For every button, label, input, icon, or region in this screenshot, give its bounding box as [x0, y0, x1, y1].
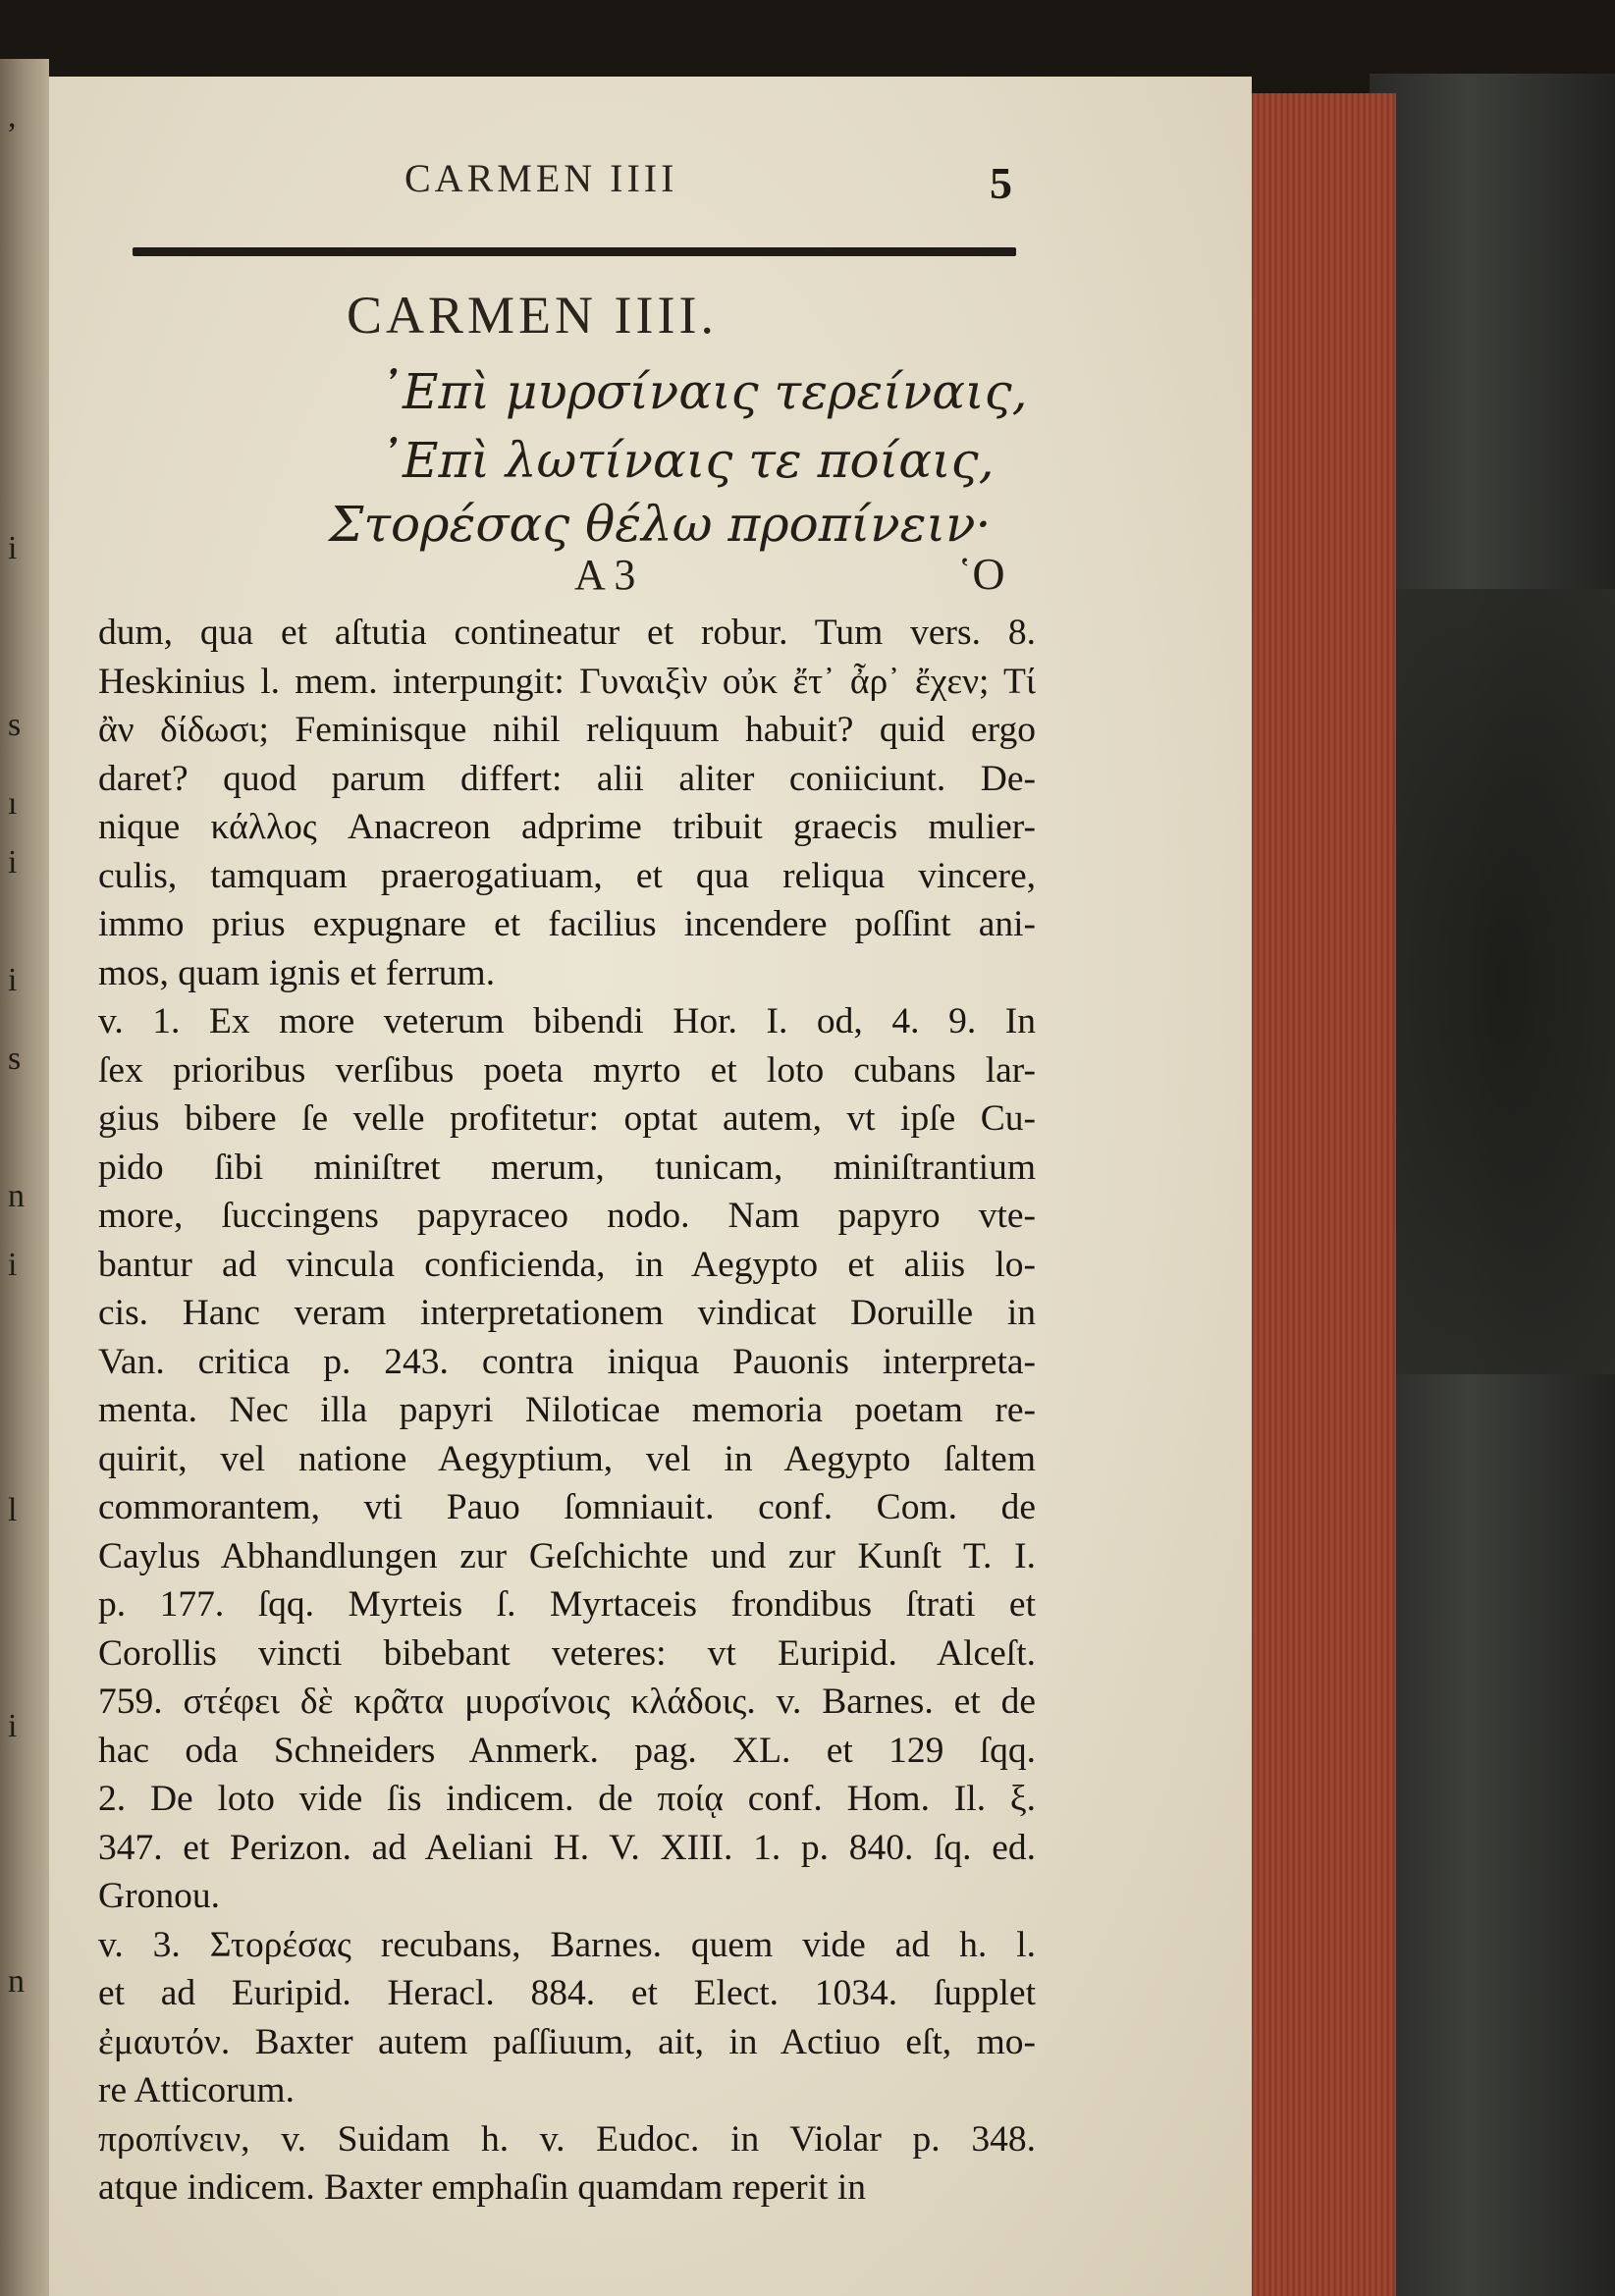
- text-line: re Atticorum.: [98, 2070, 295, 2110]
- text-line: cis. Hanc veram interpretationem vindicat Doruille in: [98, 1293, 1036, 1333]
- text-line: atque indicem. Baxter emphaſin quamdam reperit in: [98, 2167, 867, 2208]
- text-line: ἐμαυτόν. Baxter autem paſſiuum, ait, in Actiuo eſt, mo-: [98, 2021, 1036, 2062]
- text-line: quirit, vel natione Aegyptium, vel in Aegypto ſaltem: [98, 1438, 1036, 1479]
- cover-shadow: [1384, 589, 1615, 1374]
- text-line: nique κάλλος Anacreon adprime tribuit graecis mulier-: [98, 807, 1036, 847]
- margin-mark: s: [8, 707, 22, 743]
- running-head: CARMEN IIII: [404, 156, 678, 200]
- text-line: menta. Nec illa papyri Niloticae memoria poetam re-: [98, 1390, 1036, 1430]
- text-line: Corollis vincti bibebant veteres: vt Euripid. Alceſt.: [98, 1632, 1036, 1674]
- page-fore-edge: [1239, 93, 1396, 2296]
- margin-mark: n: [8, 1178, 25, 1214]
- text-line: ἂν δίδωσι; Feminisque nihil reliquum habuit? quid ergo: [98, 710, 1036, 750]
- text-line: mos, quam ignis et ferrum.: [98, 952, 496, 993]
- margin-mark: ,: [8, 98, 17, 134]
- poem-title: CARMEN IIII.: [347, 286, 718, 345]
- text-line: v. 3. Στορέσας recubans, Barnes. quem vide ad h. l.: [98, 1924, 1036, 1965]
- margin-mark: i: [8, 844, 18, 881]
- text-line: gius bibere ſe velle profitetur: optat autem, vt ipſe Cu-: [98, 1098, 1036, 1139]
- margin-mark: i: [8, 1247, 18, 1283]
- text-line: v. 1. Ex more veterum bibendi Hor. I. od, 4. 9. In: [98, 1001, 1036, 1041]
- text-line: bantur ad vincula conficienda, in Aegypto et aliis lo-: [98, 1244, 1036, 1285]
- text-line: pido ſibi miniſtret merum, tunicam, miniſtrantium: [98, 1147, 1036, 1188]
- text-line: et ad Euripid. Heracl. 884. et Elect. 1034. ſupplet: [98, 1973, 1036, 2013]
- text-line: daret? quod parum differt: alii aliter coniiciunt. De-: [98, 758, 1036, 799]
- signature-mark: A 3: [574, 551, 636, 599]
- margin-mark: l: [8, 1492, 18, 1528]
- text-line: hac oda Schneiders Anmerk. pag. XL. et 129 ſqq.: [98, 1730, 1036, 1771]
- greek-verse-3: Στορέσας θέλω προπίνειν·: [329, 496, 992, 553]
- text-line: commorantem, vti Pauo ſomniauit. conf. Com. de: [98, 1487, 1036, 1527]
- text-line: dum, qua et aſtutia contineatur et robur. Tum vers. 8.: [98, 613, 1036, 653]
- head-rule: [133, 247, 1016, 256]
- margin-mark: i: [8, 962, 18, 998]
- text-line: p. 177. ſqq. Myrteis ſ. Myrtaceis frondibus ſtrati et: [98, 1584, 1036, 1625]
- greek-verse-1: ᾿Επὶ μυρσίναις τερείναις,: [378, 363, 1028, 420]
- text-line: Van. critica p. 243. contra iniqua Pauonis interpreta-: [98, 1341, 1036, 1382]
- text-line: ſex prioribus verſibus poeta myrto et loto cubans lar-: [98, 1049, 1036, 1091]
- text-line: Gronou.: [98, 1876, 220, 1916]
- text-line: Heskinius l. mem. interpungit: Γυναιξὶν οὐκ ἔτ᾿ ἆρ᾿ ἔχεν; Τί: [98, 661, 1036, 702]
- text-line: 347. et Perizon. ad Aeliani H. V. XIII. 1. p. 840. ſq. ed.: [98, 1827, 1036, 1868]
- text-line: more, ſuccingens papyraceo nodo. Nam papyro vte-: [98, 1196, 1036, 1236]
- text-line: Caylus Abhandlungen zur Geſchichte und zur Kunſt T. I.: [98, 1535, 1036, 1576]
- commentary-text: [98, 609, 1036, 2213]
- margin-mark: i: [8, 1708, 18, 1744]
- text-line: culis, tamquam praerogatiuam, et qua reliqua vincere,: [98, 855, 1036, 896]
- text-line: 2. De loto vide ſis indicem. de ποίᾳ conf. Hom. Il. ξ.: [98, 1779, 1036, 1819]
- text-line: προπίνειν, v. Suidam h. v. Eudoc. in Violar p. 348.: [98, 2118, 1036, 2160]
- catchword: ῾Ο: [957, 549, 1005, 599]
- greek-verse-2: ᾿Επὶ λωτίναις τε ποίαις,: [378, 432, 995, 489]
- margin-mark: s: [8, 1041, 22, 1077]
- margin-mark: ı: [8, 785, 18, 822]
- text-line: immo prius expugnare et facilius incendere poſſint ani-: [98, 904, 1036, 944]
- margin-mark: i: [8, 530, 18, 566]
- page-number: 5: [990, 158, 1012, 208]
- margin-mark: n: [8, 1963, 25, 2000]
- text-line: 759. στέφει δὲ κρᾶτα μυρσίνοις κλάδοις. v. Barnes. et de: [98, 1682, 1036, 1722]
